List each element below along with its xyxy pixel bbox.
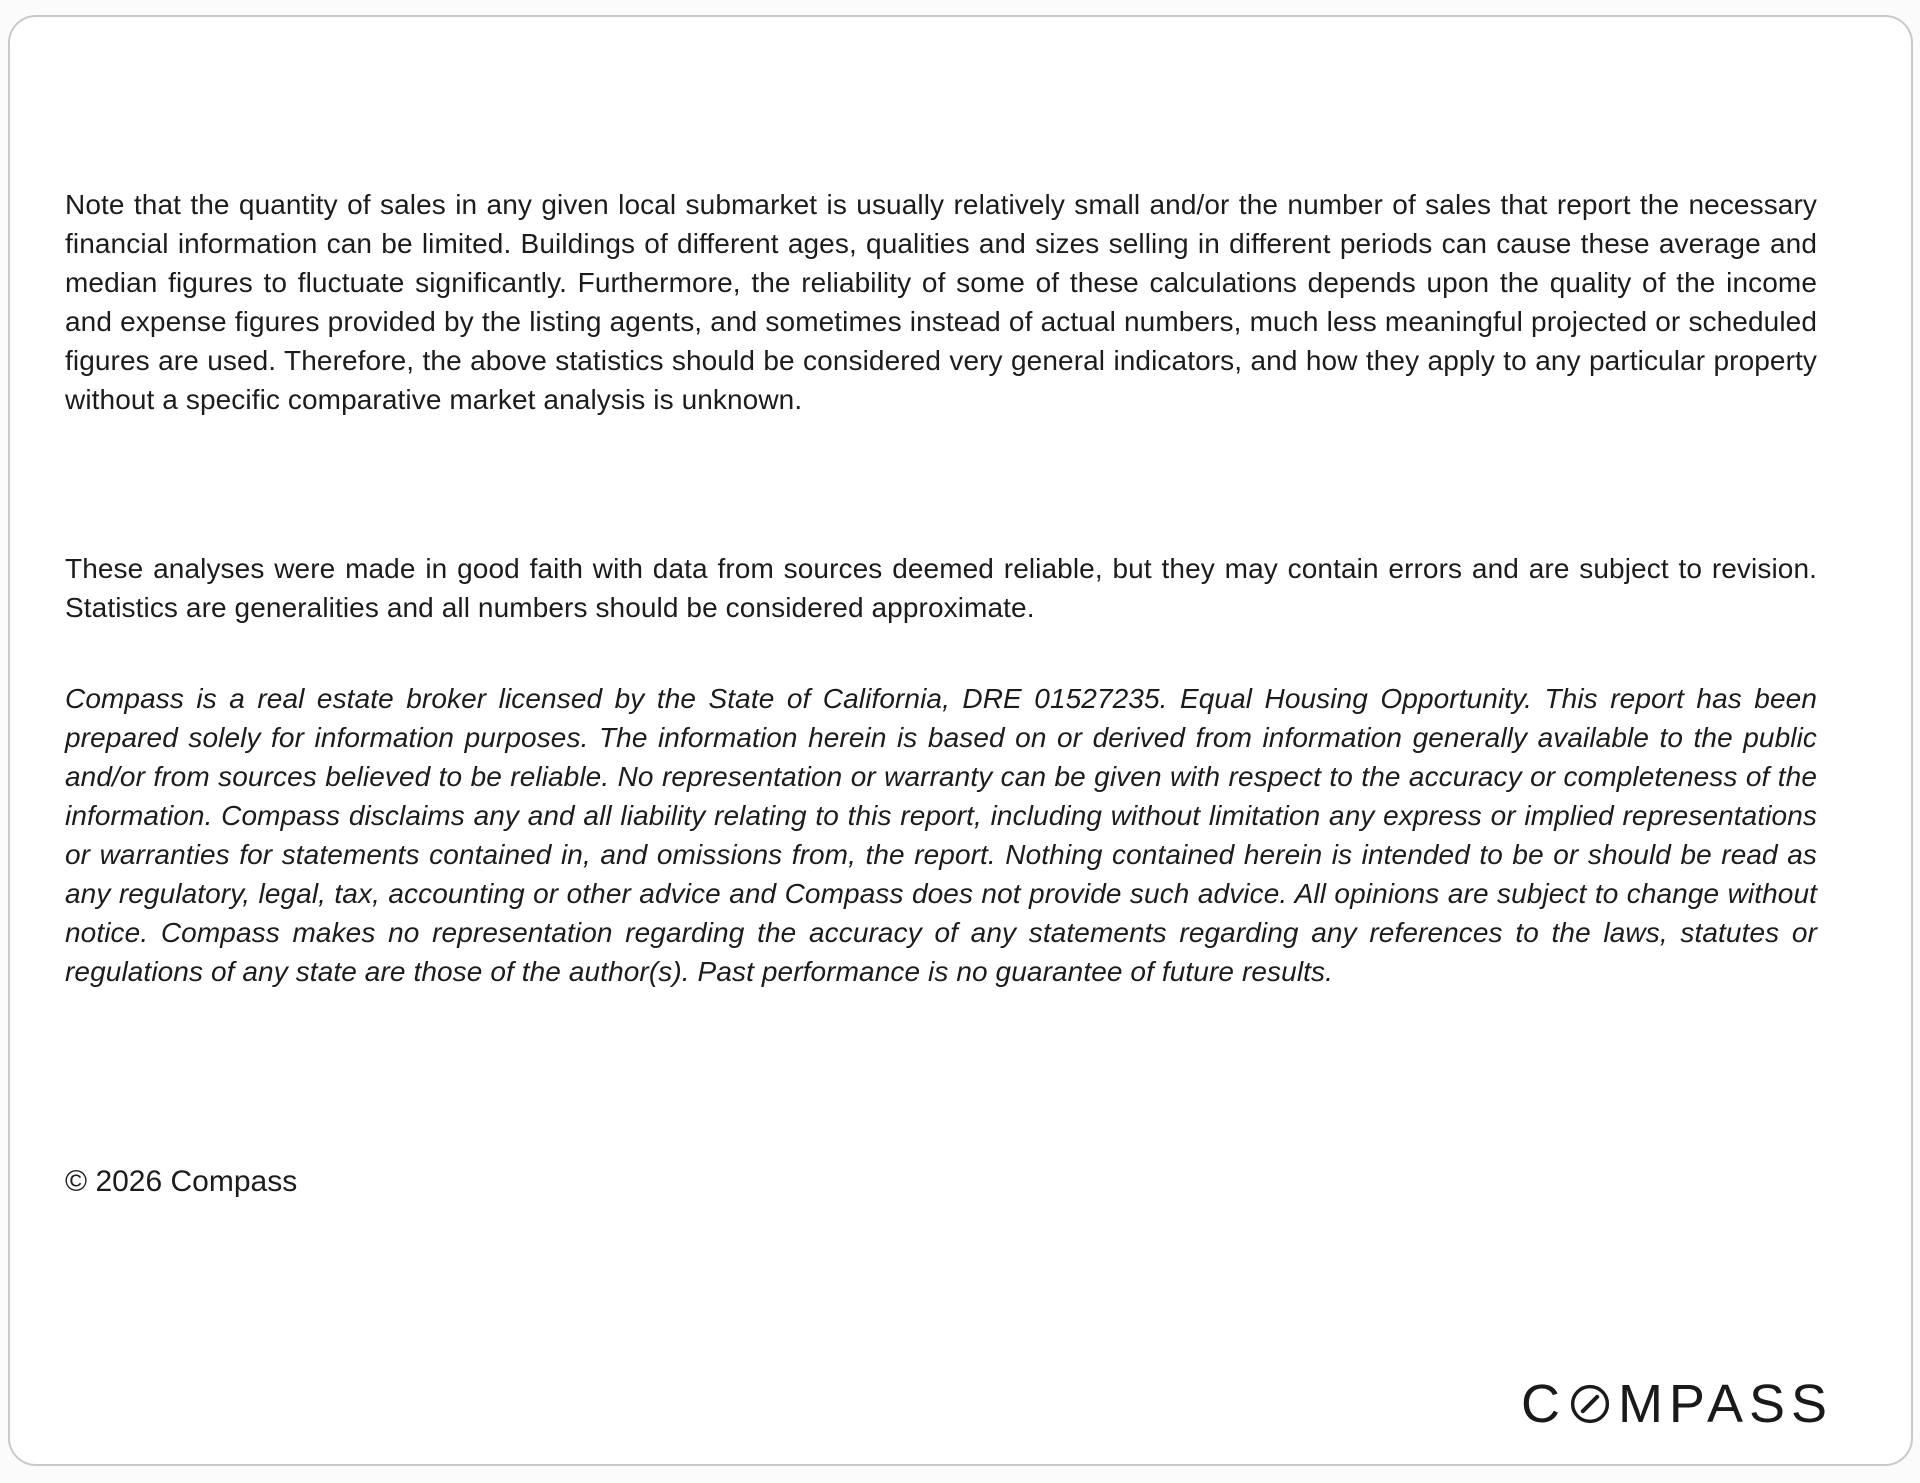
legal-disclaimer-paragraph: Compass is a real estate broker licensed by the State of California, DRE 01527235. Equal Housing Opportunity. This report has been prepared solely for information purposes. The information herein is based on or derived from information generally available to the public and/or from sources believed to be reliable. No representation or warranty can be given with respect to the accuracy or completeness of the information. Compass disclaims any and all liability relating to this report, including without limitation any express or implied representations or warranties for statements contained in, and omissions from, the report. Nothing contained herein is intended to be or should be read as any regulatory, legal, tax, accounting or other advice and Compass does not provide such advice. All opinions are subject to change without notice. Compass makes no representation regarding the accuracy of any statements regarding any references to the laws, statutes or regulations of any state are those of the author(s). Past performance is no guarantee of future results. [65, 683, 1817, 987]
compass-logo-letter-c: C [1520, 1374, 1566, 1434]
compass-logo-letters-mpass: MPASS [1617, 1374, 1833, 1434]
compass-needle-icon [1569, 1383, 1611, 1425]
analyses-paragraph: These analyses were made in good faith with data from sources deemed reliable, but they may contain errors and are subject to revision. Statistics are generalities and all numbers should be considered approximate. [65, 553, 1817, 623]
compass-logo [1521, 1373, 1833, 1435]
page-card [8, 15, 1913, 1466]
note-paragraph: Note that the quantity of sales in any given local submarket is usually relatively small and/or the number of sales that report the necessary financial information can be limited. Buildings of different ages, qualities and sizes selling in different periods can cause these average and median figures to fluctuate significantly. Furthermore, the reliability of some of these calculations depends upon the quality of the income and expense figures provided by the listing agents, and sometimes instead of actual numbers, much less meaningful projected or scheduled figures are used. Therefore, the above statistics should be considered very general indicators, and how they apply to any particular property without a specific comparative market analysis is unknown. [65, 189, 1817, 415]
copyright-notice: © 2026 Compass [65, 1165, 298, 1198]
